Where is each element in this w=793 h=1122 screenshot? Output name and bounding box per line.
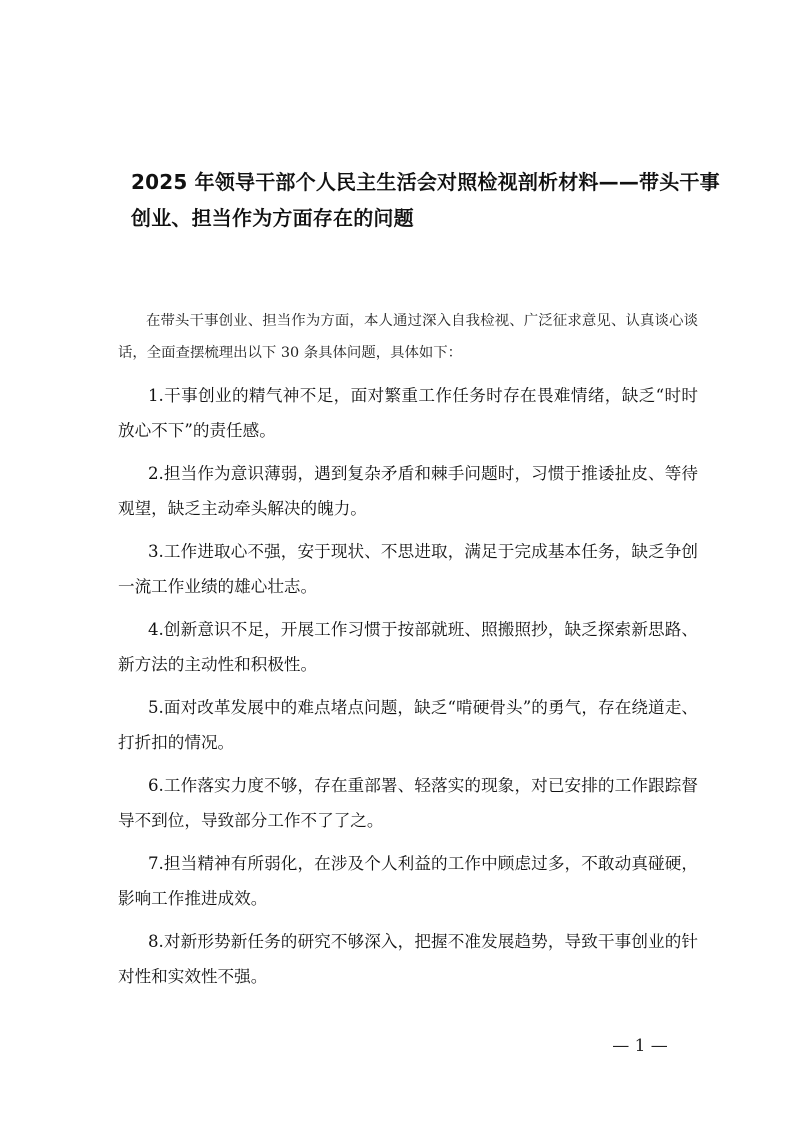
problem-list	[118, 378, 698, 1002]
problem-item: 6.工作落实力度不够，存在重部署、轻落实的现象，对已安排的工作跟踪督导不到位，导致部分工作不了了之。	[118, 776, 698, 830]
problem-item: 4.创新意识不足，开展工作习惯于按部就班、照搬照抄，缺乏探索新思路、新方法的主动性和积极性。	[118, 620, 698, 674]
problem-item: 2.担当作为意识薄弱，遇到复杂矛盾和棘手问题时，习惯于推诿扯皮、等待观望，缺乏主动牵头解决的魄力。	[118, 464, 698, 518]
problem-item: 8.对新形势新任务的研究不够深入，把握不准发展趋势，导致干事创业的针对性和实效性不强。	[118, 932, 698, 986]
problem-item: 1.干事创业的精气神不足，面对繁重工作任务时存在畏难情绪，缺乏“时时放心不下”的责任感。	[118, 386, 698, 440]
problem-item: 3.工作进取心不强，安于现状、不思进取，满足于完成基本任务，缺乏争创一流工作业绩的雄心壮志。	[118, 542, 698, 596]
page-number: — 1 —	[612, 1036, 668, 1056]
intro-paragraph: 在带头干事创业、担当作为方面，本人通过深入自我检视、广泛征求意见、认真谈心谈话，全面查摆梳理出以下 30 条具体问题，具体如下：	[118, 313, 698, 361]
problem-item: 7.担当精神有所弱化，在涉及个人利益的工作中顾虑过多，不敢动真碰硬，影响工作推进成效。	[118, 854, 698, 908]
problem-item: 5.面对改革发展中的难点堵点问题，缺乏“啃硬骨头”的勇气，存在绕道走、打折扣的情况。	[118, 698, 698, 752]
document-title: 2025 年领导干部个人民主生活会对照检视剖析材料——带头干事创业、担当作为方面存在的问题	[131, 170, 720, 230]
